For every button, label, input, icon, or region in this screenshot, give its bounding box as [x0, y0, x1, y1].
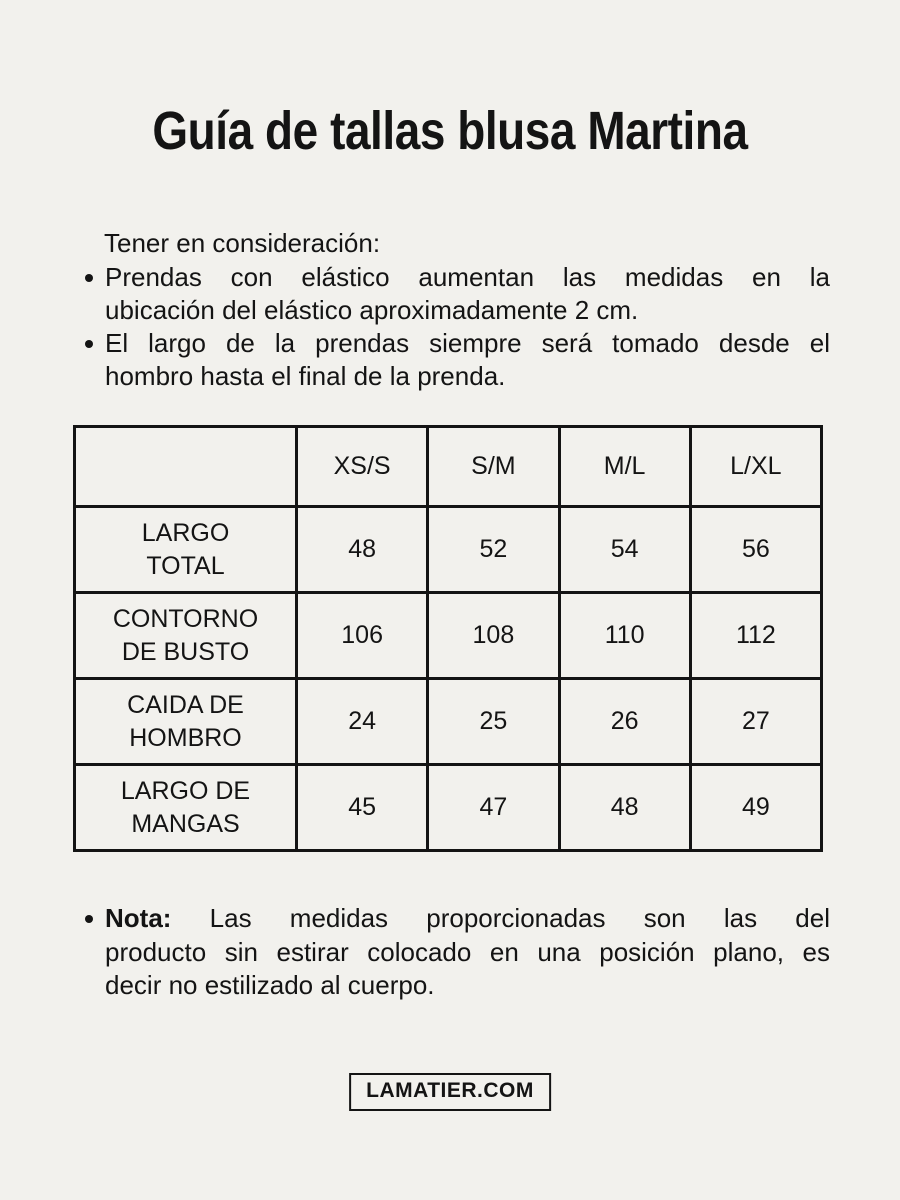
measure-value: 108 — [428, 593, 559, 679]
measure-label: LARGO DE MANGAS — [75, 765, 297, 851]
measure-value: 48 — [559, 765, 690, 851]
size-column-header: L/XL — [690, 427, 821, 507]
bullet-icon — [85, 340, 93, 348]
measure-label: CONTORNO DE BUSTO — [75, 593, 297, 679]
table-row — [75, 507, 822, 593]
size-column-header: S/M — [428, 427, 559, 507]
page-title: Guía de tallas blusa Martina — [152, 101, 748, 161]
size-column-header: XS/S — [297, 427, 428, 507]
size-table-section — [73, 425, 823, 852]
consideration-text: El largo de la prendas siempre será tomado desde el hombro hasta el final de la prenda. — [105, 328, 830, 391]
note-item — [85, 902, 830, 1003]
note-section — [85, 902, 830, 1003]
measure-value: 112 — [690, 593, 821, 679]
measure-value: 54 — [559, 507, 690, 593]
size-column-header: M/L — [559, 427, 690, 507]
measure-value: 110 — [559, 593, 690, 679]
size-table-header-row — [75, 427, 822, 507]
note-text: Nota: Las medidas proporcionadas son las del producto sin estirar colocado en una posición plano, es decir no estilizado al cuerpo. — [105, 903, 830, 1000]
measure-value: 47 — [428, 765, 559, 851]
table-row — [75, 765, 822, 851]
measure-value: 48 — [297, 507, 428, 593]
measure-value: 106 — [297, 593, 428, 679]
consideration-text: Prendas con elástico aumentan las medidas en la ubicación del elástico aproximadamente 2 cm. — [105, 262, 830, 325]
size-table-corner-cell — [75, 427, 297, 507]
measure-value: 24 — [297, 679, 428, 765]
measure-value: 49 — [690, 765, 821, 851]
measure-value: 45 — [297, 765, 428, 851]
measure-value: 25 — [428, 679, 559, 765]
bullet-icon — [85, 915, 93, 923]
size-table — [73, 425, 823, 852]
table-row — [75, 679, 822, 765]
measure-value: 26 — [559, 679, 690, 765]
consideration-item — [85, 261, 830, 327]
brand-badge: LAMATIER.COM — [349, 1073, 551, 1111]
measure-value: 27 — [690, 679, 821, 765]
considerations-section — [85, 227, 830, 393]
measure-label: LARGO TOTAL — [75, 507, 297, 593]
considerations-heading: Tener en consideración: — [104, 228, 381, 258]
note-label: Nota: — [105, 903, 172, 933]
bullet-icon — [85, 274, 93, 282]
consideration-item — [85, 327, 830, 393]
measure-value: 52 — [428, 507, 559, 593]
measure-label: CAIDA DE HOMBRO — [75, 679, 297, 765]
table-row — [75, 593, 822, 679]
measure-value: 56 — [690, 507, 821, 593]
